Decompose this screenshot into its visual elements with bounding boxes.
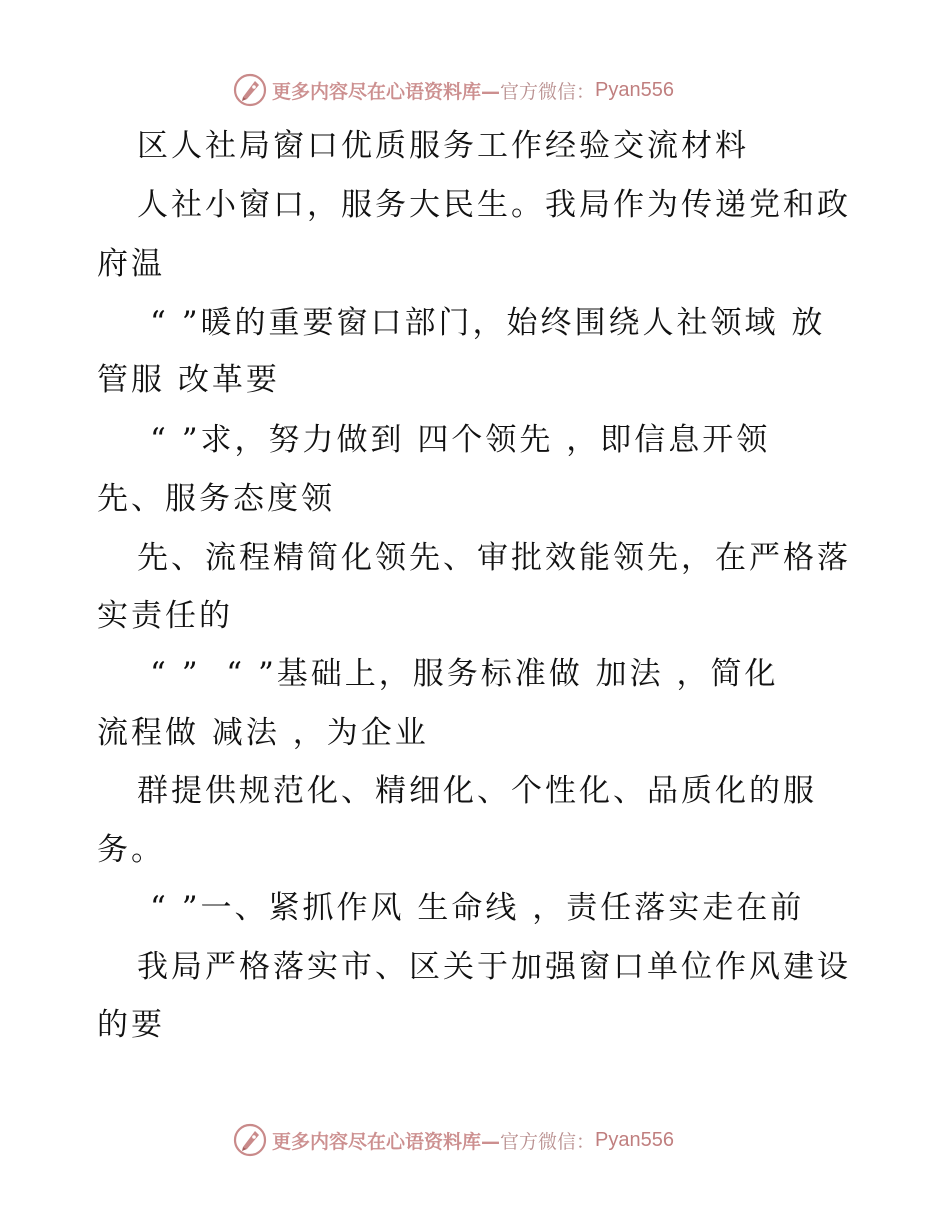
paragraph-line: 先、流程精简化领先、审批效能领先，在严格落 [137, 540, 851, 576]
watermark-wechat-id: Pyan556 [595, 1128, 674, 1151]
paragraph-line: 府温 [97, 246, 165, 282]
watermark-wechat-label: 官方微信： [500, 1130, 596, 1153]
paragraph-line: “ ” “ ”基础上，服务标准做 加法 ，简化 [150, 656, 779, 692]
pen-nib-logo-icon [232, 1122, 268, 1158]
pen-nib-logo-icon [232, 72, 268, 108]
header-watermark [232, 70, 732, 110]
paragraph-line: “ ”求，努力做到 四个领先 ，即信息开领 [150, 422, 771, 458]
paragraph-line: 先、服务态度领 [97, 481, 335, 517]
watermark-wechat-label: 官方微信： [500, 80, 596, 103]
paragraph-line: 我局严格落实市、区关于加强窗口单位作风建设 [137, 949, 851, 985]
paragraph-line: 实责任的 [97, 598, 233, 634]
paragraph-line: 人社小窗口，服务大民生。我局作为传递党和政 [137, 187, 851, 223]
watermark-wechat-id: Pyan556 [595, 78, 674, 101]
watermark-text: 更多内容尽在心语资料库— [272, 80, 501, 103]
paragraph-line: “ ”暖的重要窗口部门，始终围绕人社领域 放 [150, 305, 826, 341]
paragraph-line: 流程做 减法 ，为企业 [97, 715, 429, 751]
document-title: 区人社局窗口优质服务工作经验交流材料 [137, 128, 749, 164]
paragraph-line: 务。 [97, 832, 165, 868]
section-heading: “ ”一、紧抓作风 生命线 ，责任落实走在前 [150, 890, 805, 926]
paragraph-line: 管服 改革要 [97, 362, 280, 398]
watermark-text: 更多内容尽在心语资料库— [272, 1130, 501, 1153]
footer-watermark [232, 1120, 732, 1160]
paragraph-line: 的要 [97, 1007, 165, 1043]
paragraph-line: 群提供规范化、精细化、个性化、品质化的服 [137, 773, 817, 809]
